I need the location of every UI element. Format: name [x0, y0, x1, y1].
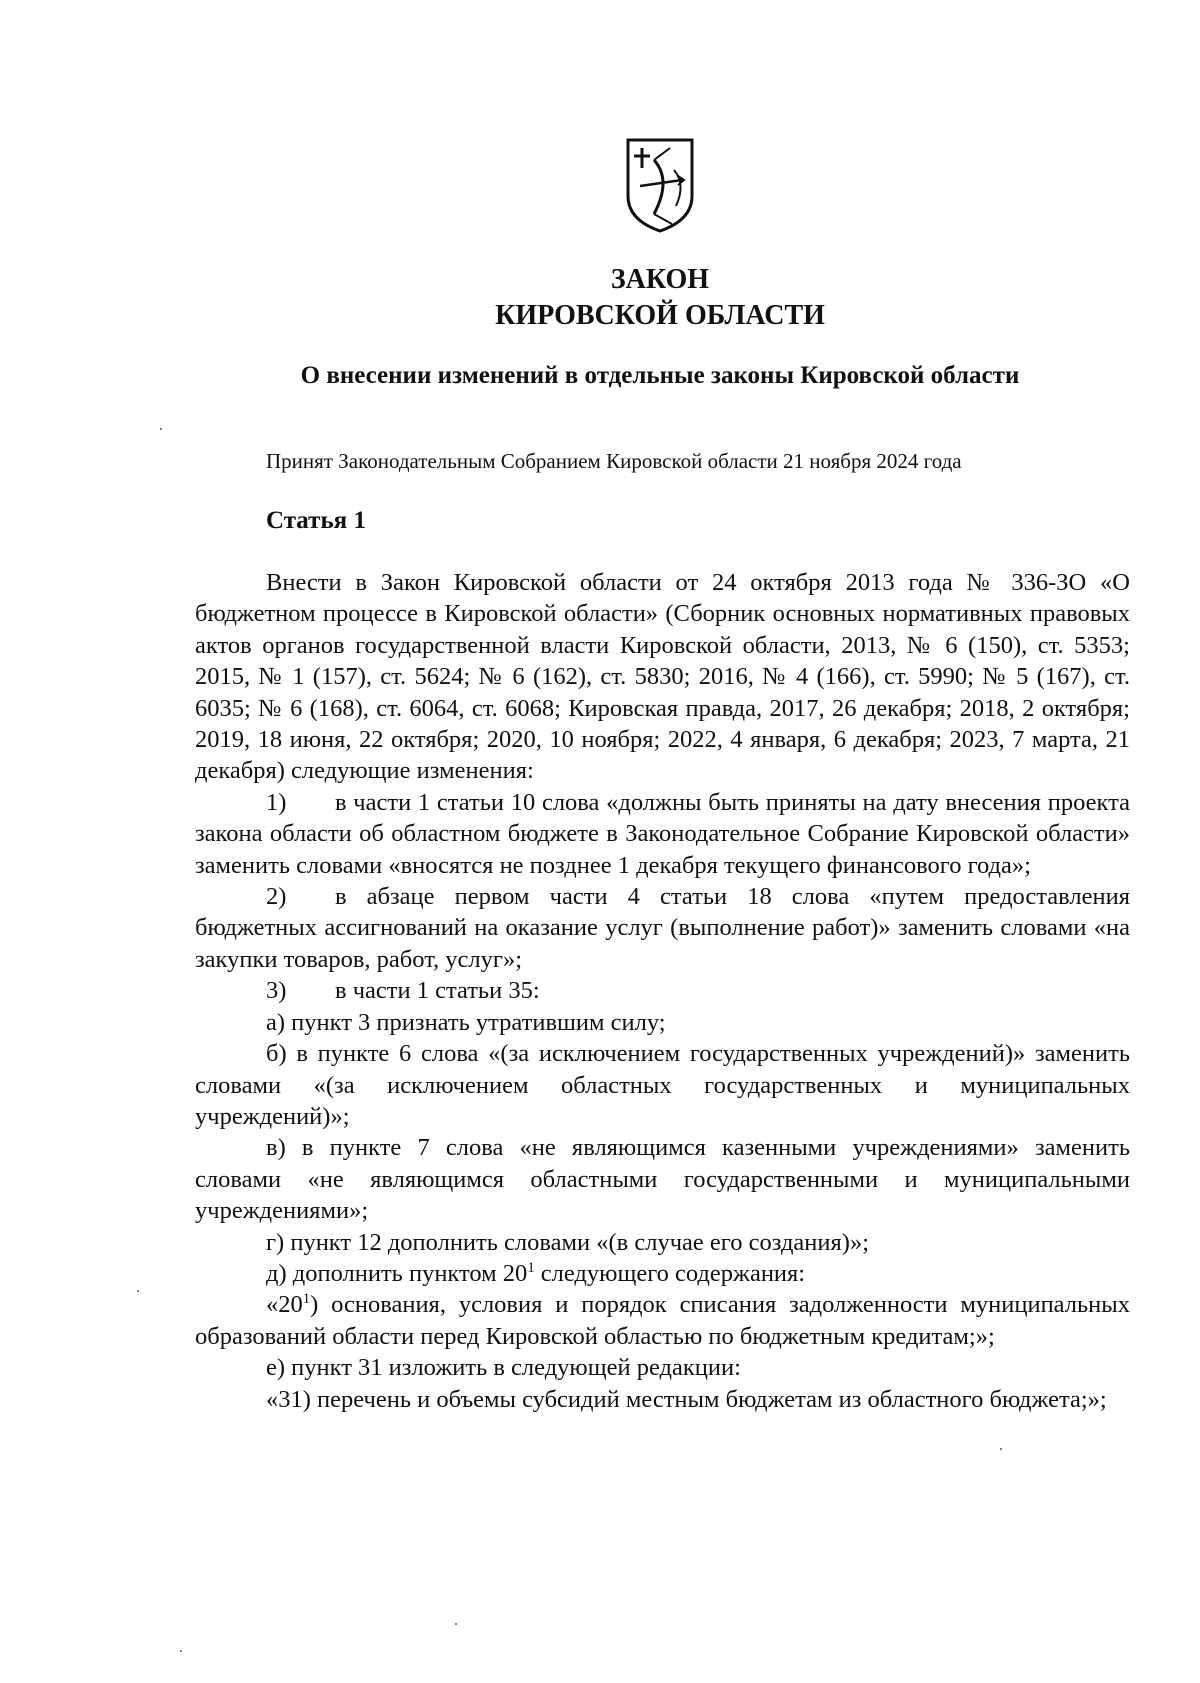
subitem-g: г) пункт 12 дополнить словами «(в случае его создания)»; — [266, 1228, 870, 1256]
item-1 — [195, 787, 1130, 881]
item-3-text: в части 1 статьи 35: — [335, 977, 540, 1005]
subitem-v: в) в пункте 7 слова «не являющимся казенными учреждениями» заменить словами «не являющимся областными государственными и муниципальными учреждениями»; — [195, 1134, 1130, 1225]
scan-speck — [180, 1650, 182, 1652]
subitem-e: е) пункт 31 изложить в следующей редакции: — [266, 1354, 741, 1382]
law-subject: О внесении изменений в отдельные законы Кировской области — [300, 362, 1020, 389]
item-2-text: в абзаце первом части 4 статьи 18 слова «путем предоставления бюджетных ассигнований на оказание услуг (выполнение работ)» заменить словами «на закупки товаров, работ, услуг»; — [195, 883, 1130, 973]
item-1-text: в части 1 статьи 10 слова «должны быть приняты на дату внесения проекта закона области об областном бюджете в Законодательное Собрание Кировской области» заменить словами «вносятся не позднее 1 декабря текущего финансового года»; — [195, 788, 1130, 879]
item-2 — [195, 881, 1130, 975]
item-3-number: 3) — [266, 977, 287, 1005]
adoption-line: Принят Законодательным Собранием Кировской области 21 ноября 2024 года — [266, 449, 962, 473]
coat-of-arms-icon — [624, 136, 696, 234]
item-2-number: 2) — [266, 883, 287, 911]
scan-speck — [137, 1290, 139, 1292]
scan-speck — [160, 428, 162, 430]
subitem-a: а) пункт 3 признать утратившим силу; — [266, 1008, 666, 1036]
quote-point-20-1: «$20^1$) основания, условия и порядок списания задолженности муниципальных образований области перед Кировской областью по бюджетным кредитам;»; — [195, 1291, 1130, 1350]
quote-point-31: «31) перечень и объемы субсидий местным бюджетам из областного бюджета;»; — [266, 1385, 1107, 1413]
item-3 — [195, 975, 1130, 1006]
intro-paragraph: Внести в Закон Кировской области от 24 октября 2013 года № 336-ЗО «О бюджетном процессе в Кировской области» (Сборник основных нормативных правовых актов органов государственной власти Кировской области, 2013, № 6 (150), ст. 5353; 2015, № 1 (157), ст. 5624; № 6 (162), ст. 5830; 2016, № 4 (166), ст. 5990; № 5 (167), ст. 6035; № 6 (168), ст. 6064, ст. 6068; Кировская правда, 2017, 26 декабря; 2018, 2 октября; 2019, 18 июня, 22 октября; 2020, 10 ноября; 2022, 4 января, 6 декабря; 2023, 7 марта, 21 декабря) следующие изменения: — [195, 569, 1130, 785]
scan-speck — [455, 1623, 457, 1625]
subitem-b: б) в пункте 6 слова «(за исключением государственных учреждений)» заменить словами «(за исключением областных государственных и муниципальных учреждений)»; — [195, 1040, 1130, 1130]
law-title: ЗАКОН — [610, 264, 710, 295]
subitem-d: д) дополнить пунктом $20^1$ следующего содержания: — [266, 1259, 806, 1287]
article-body — [195, 567, 1130, 1415]
item-1-number: 1) — [266, 788, 287, 816]
region-title: КИРОВСКОЙ ОБЛАСТИ — [495, 300, 825, 331]
scan-speck — [1000, 1448, 1002, 1450]
article-heading: Статья 1 — [266, 507, 366, 534]
